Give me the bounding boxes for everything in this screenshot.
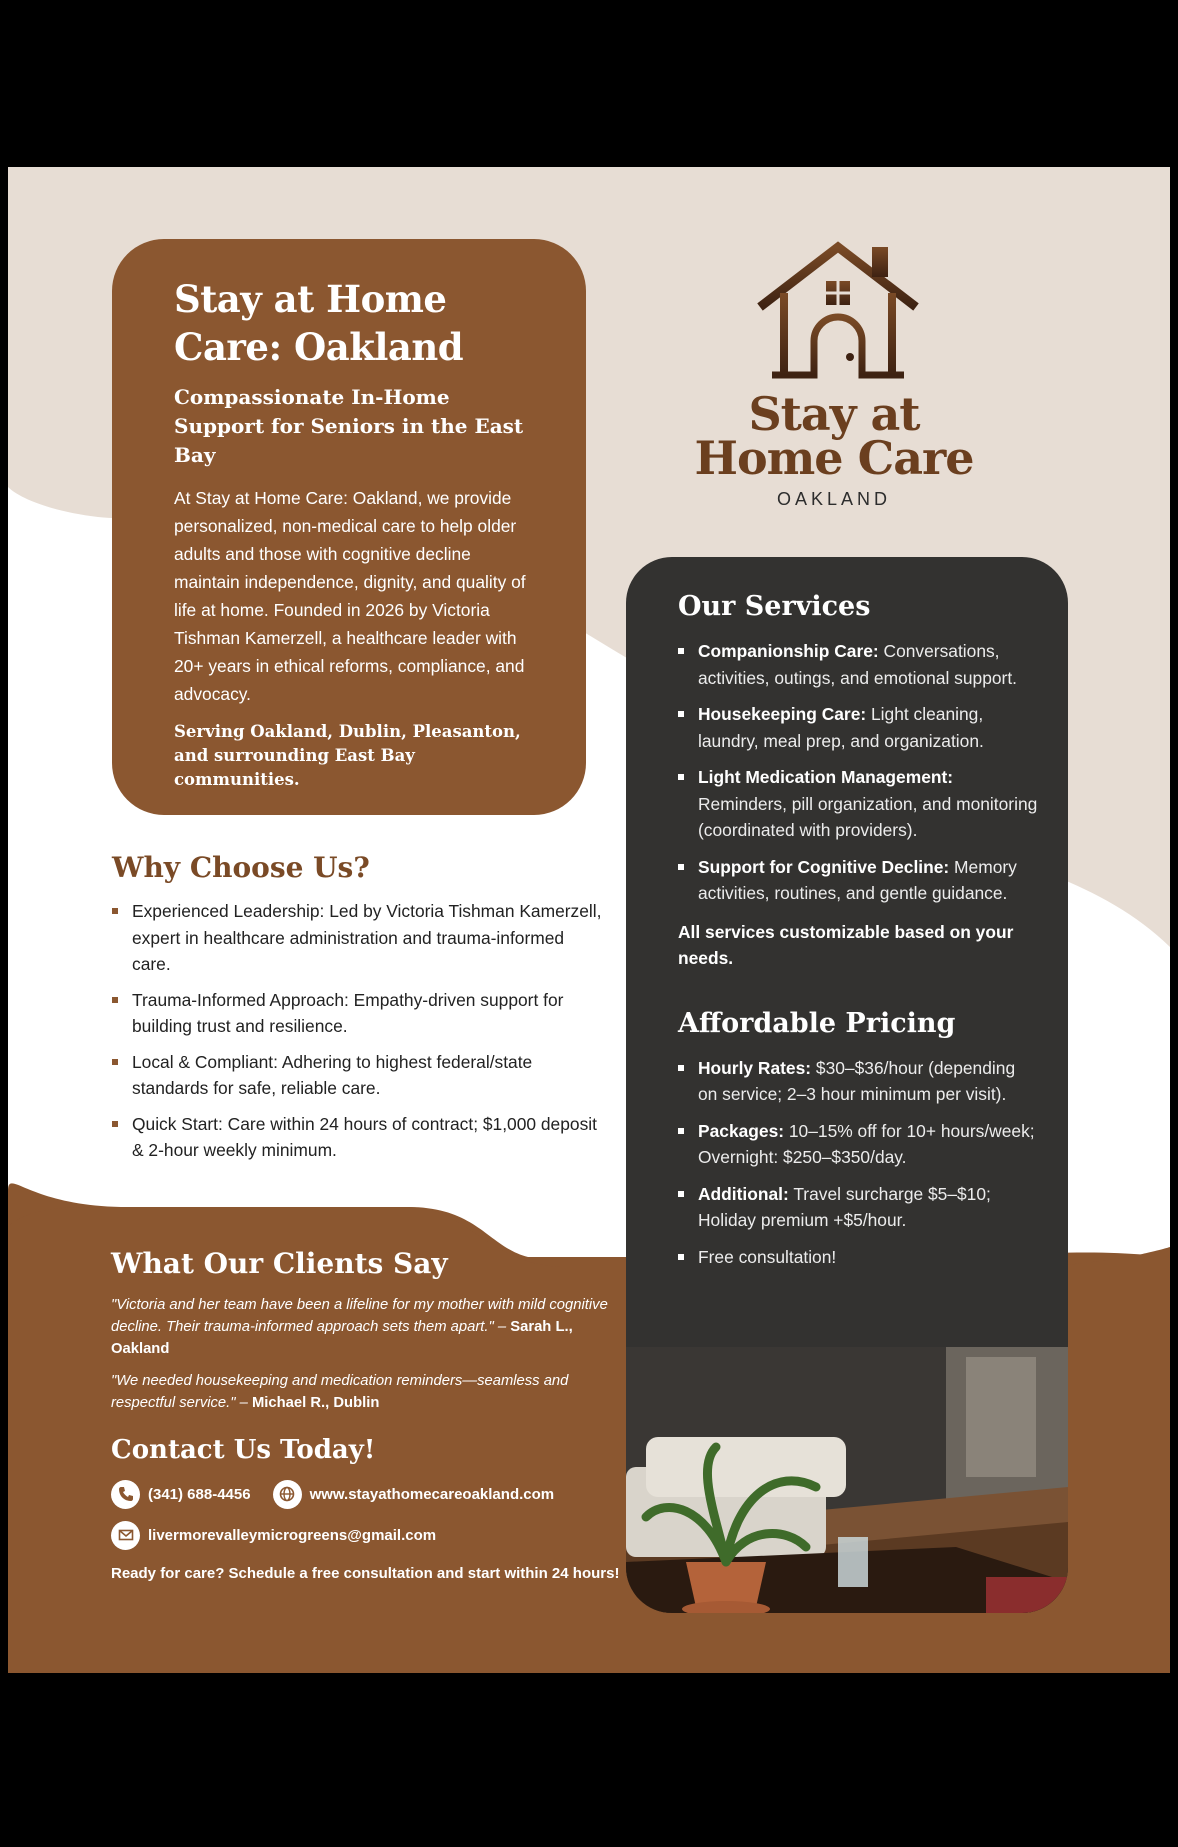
quote-author: Sarah L., Oakland	[111, 1319, 573, 1357]
globe-icon	[273, 1480, 302, 1509]
contact-section	[111, 1435, 631, 1586]
pricing-text: $30–$36/hour (depending on service; 2–3 hour minimum per visit).	[698, 1057, 1016, 1104]
website-link[interactable]: www.stayathomecareoakland.com	[309, 1485, 555, 1503]
page-title: Stay at Home Care: Oakland	[174, 277, 464, 369]
services-note: All services customizable based on your needs.	[678, 921, 1014, 968]
phone-icon	[111, 1480, 140, 1509]
list-item: Local & Compliant: Adhering to highest federal/state standards for safe, reliable care.	[112, 1049, 602, 1102]
logo-city: OAKLAND	[776, 489, 892, 509]
list-item	[678, 1118, 1038, 1171]
email-icon	[111, 1521, 140, 1550]
list-item	[678, 1055, 1038, 1108]
pricing-list	[678, 1055, 1038, 1271]
call-to-action: Ready for care? Schedule a free consultation and start within 24 hours!	[111, 1565, 620, 1582]
service-text: Memory activities, routines, and gentle guidance.	[698, 856, 1017, 903]
pricing-text: Travel surcharge $5–$10; Holiday premium +$5/hour.	[698, 1183, 991, 1230]
email-link[interactable]: livermorevalleymicrogreens@gmail.com	[148, 1526, 437, 1544]
testimonial-quote	[111, 1294, 611, 1360]
contact-row	[111, 1520, 631, 1550]
why-choose-us-heading: Why Choose Us?	[112, 851, 370, 884]
intro-body: At Stay at Home Care: Oakland, we provide personalized, non-medical care to help older adults and those with cognitive decline maintain independence, dignity, and quality of life at home. Founded in 2026 by Victoria Tishman Kamerzell, a healthcare leader with 20+ years in ethical reforms, compliance, and advocacy.	[174, 488, 526, 704]
list-item: Experienced Leadership: Led by Victoria Tishman Kamerzell, expert in healthcare administration and trauma-informed care.	[112, 898, 602, 978]
service-label: Companionship Care:	[698, 641, 879, 661]
service-text: Reminders, pill organization, and monitoring (coordinated with providers).	[698, 793, 1038, 840]
list-item	[678, 638, 1038, 691]
brand-logo	[694, 241, 1008, 513]
pricing-heading: Affordable Pricing	[678, 1007, 956, 1039]
living-room-photo	[626, 1347, 1068, 1613]
pricing-label: Hourly Rates:	[698, 1057, 812, 1078]
intro-subtitle: Compassionate In-Home Support for Seniors in the East Bay	[174, 385, 524, 467]
contact-heading: Contact Us Today!	[111, 1435, 376, 1465]
quote-text: "Victoria and her team have been a lifeline for my mother with mild cognitive decline. Their trauma-informed approach sets them apart." –	[111, 1297, 608, 1335]
services-heading: Our Services	[678, 591, 871, 622]
quote-author: Michael R., Dublin	[251, 1395, 380, 1411]
list-item: Quick Start: Care within 24 hours of contract; $1,000 deposit & 2-hour weekly minimum.	[112, 1111, 602, 1164]
service-area-text: Serving Oakland, Dublin, Pleasanton, and surrounding East Bay communities.	[174, 722, 521, 789]
pricing-label: Packages:	[698, 1120, 785, 1141]
list-item: Trauma-Informed Approach: Empathy-driven support for building trust and resilience.	[112, 987, 602, 1040]
list-item	[678, 701, 1038, 754]
pricing-text: 10–15% off for 10+ hours/week; Overnight: $250–$350/day.	[698, 1120, 1035, 1167]
list-item	[678, 1244, 1038, 1271]
service-text: Light cleaning, laundry, meal prep, and organization.	[698, 704, 984, 751]
logo-text-line2: Home Care	[694, 431, 974, 485]
list-item	[678, 764, 1038, 844]
service-label: Housekeeping Care:	[698, 704, 867, 724]
list-item	[678, 854, 1038, 907]
pricing-label: Additional:	[698, 1183, 789, 1204]
logo-text-line1: Stay at	[748, 387, 920, 441]
flyer	[8, 167, 1170, 1673]
list-item	[678, 1181, 1038, 1234]
contact-row	[111, 1479, 631, 1509]
services-list	[678, 638, 1038, 907]
testimonials-heading: What Our Clients Say	[111, 1247, 448, 1280]
intro-card	[112, 239, 586, 815]
testimonial-quote	[111, 1370, 611, 1414]
pricing-text: Free consultation!	[698, 1246, 837, 1267]
service-text: Conversations, activities, outings, and emotional support.	[698, 641, 1018, 688]
service-label: Support for Cognitive Decline:	[698, 856, 950, 877]
services-card	[626, 557, 1068, 1613]
testimonials-section	[111, 1247, 611, 1424]
phone-link[interactable]: (341) 688-4456	[148, 1485, 251, 1503]
service-label: Light Medication Management:	[698, 767, 954, 787]
quote-text: "We needed housekeeping and medication reminders—seamless and respectful service." –	[111, 1373, 569, 1411]
why-choose-us-section	[112, 851, 602, 1173]
why-choose-us-list	[112, 898, 602, 1164]
house-icon	[754, 241, 922, 383]
